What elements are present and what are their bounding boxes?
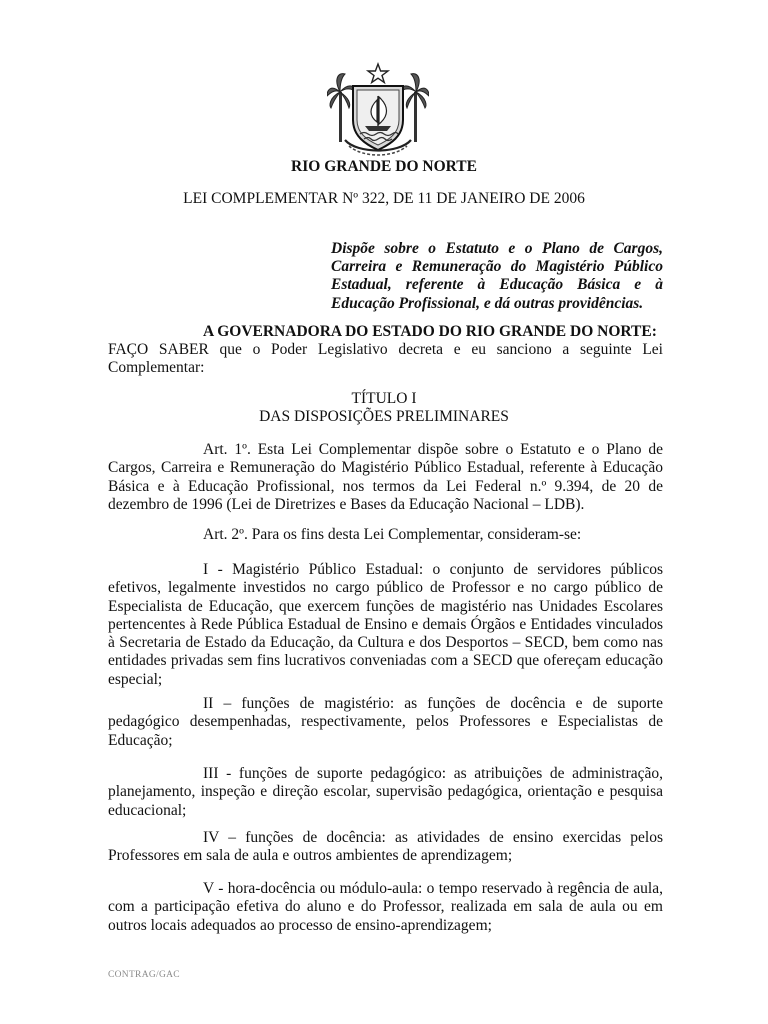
law-title: LEI COMPLEMENTAR Nº 322, DE 11 DE JANEIRO DE 2006 bbox=[183, 190, 585, 207]
law-summary-line: Dispõe sobre o Estatuto e o Plano de Cargos, bbox=[331, 240, 663, 257]
item-iii: III - funções de suporte pedagógico: as atribuições de administração, planejamento, inspeção e direção escolar, supervisão pedagógica, orientação e pesquisa educacional; bbox=[108, 765, 663, 819]
article-2: Art. 2º. Para os fins desta Lei Complementar, consideram-se: bbox=[203, 526, 582, 543]
decree-paragraph: FAÇO SABER que o Poder Legislativo decreta e eu sanciono a seguinte Lei Complementar: bbox=[108, 341, 663, 377]
item-i: I - Magistério Público Estadual: o conjunto de servidores públicos efetivos, legalmente investidos no cargo público de Professor e no cargo público de Especialista de Educação, que exercem funções de magistério nas Unidades Escolares pertencentes à Rede Pública Estadual de Ensino e demais Órgãos e Entidades vinculados à Secretaria de Estado da Educação, da Cultura e dos Desportos – SECD, bem como nas entidades privadas sem fins lucrativos conveniadas com a SECD que ofereçam educação especial; bbox=[108, 561, 663, 688]
law-summary-line: Carreira e Remuneração do Magistério Público bbox=[331, 258, 663, 276]
law-summary-line: Educação Profissional, e dá outras providências. bbox=[331, 294, 644, 312]
item-v: V - hora-docência ou módulo-aula: o tempo reservado à regência de aula, com a participação efetiva do aluno e do Professor, realizada em sala de aula ou em outros locais adequados ao processo de ensino-aprendizagem; bbox=[108, 880, 663, 934]
item-ii: II – funções de magistério: as funções de docência e de suporte pedagógico desempenhadas, respectivamente, pelos Professores e Especialistas de Educação; bbox=[108, 695, 663, 749]
state-coat-of-arms bbox=[327, 62, 429, 158]
state-name: RIO GRANDE DO NORTE bbox=[291, 158, 477, 175]
article-1: Art. 1º. Esta Lei Complementar dispõe sobre o Estatuto e o Plano de Cargos, Carreira e Remuneração do Magistério Público Estadual, referente à Educação Básica e à Educação Profissional, nos termos da Lei Federal n.º 9.394, de 20 de dezembro de 1996 (Lei de Diretrizes e Bases da Educação Nacional – LDB). bbox=[108, 441, 663, 513]
title-number: TÍTULO I bbox=[351, 390, 417, 407]
footer-code: CONTRAG/GAC bbox=[108, 970, 180, 980]
title-name: DAS DISPOSIÇÕES PRELIMINARES bbox=[259, 408, 509, 425]
star-icon bbox=[368, 64, 388, 83]
law-summary-line: Estadual, referente à Educação Básica e à bbox=[331, 276, 663, 294]
governor-authority: A GOVERNADORA DO ESTADO DO RIO GRANDE DO NORTE: bbox=[203, 323, 657, 340]
item-iv: IV – funções de docência: as atividades de ensino exercidas pelos Professores em sala de aula e outros ambientes de aprendizagem; bbox=[108, 829, 663, 865]
law-summary bbox=[331, 240, 663, 313]
